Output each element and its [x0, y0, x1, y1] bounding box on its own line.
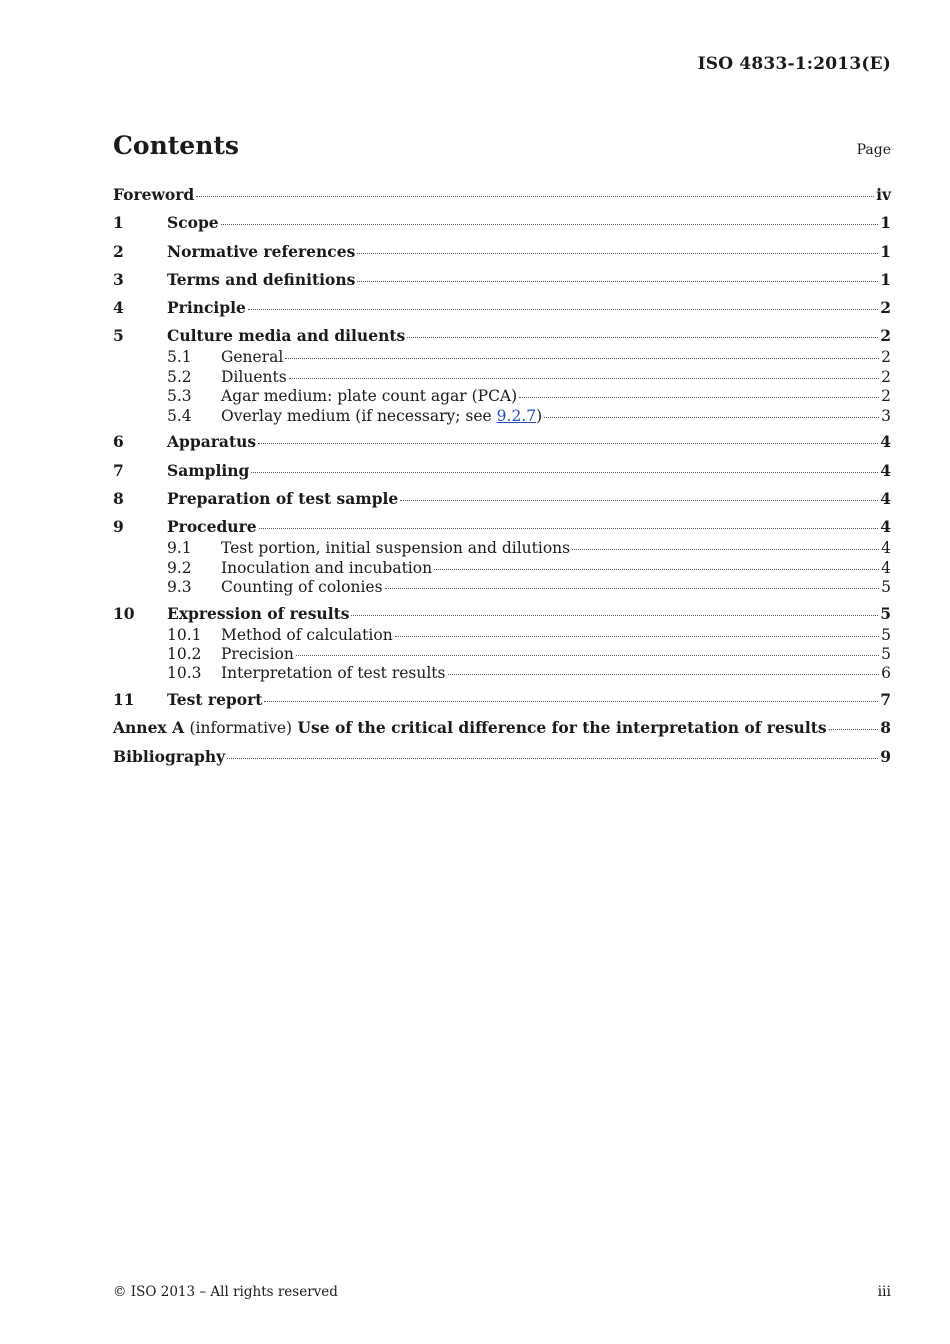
footer-page-number: iii: [877, 1284, 891, 1300]
toc-number: 7: [113, 460, 124, 480]
toc-page: 8: [880, 718, 891, 738]
toc-title: General: [221, 348, 284, 367]
dot-leader: [289, 378, 879, 379]
toc-title: Bibliography: [113, 746, 226, 766]
dot-leader: [296, 655, 879, 656]
contents-title: Contents: [113, 131, 240, 160]
toc-subentry-interpretation[interactable]: [113, 664, 891, 683]
toc-entry-annex-a[interactable]: [113, 718, 891, 740]
page-column-label: Page: [856, 142, 891, 158]
toc-page: 3: [881, 406, 891, 425]
toc-title-text: Overlay medium (if necessary; see: [221, 406, 497, 425]
toc-number: 9.1: [167, 539, 192, 558]
toc-entry-normative-references[interactable]: [113, 242, 891, 264]
toc-number: 9.2: [167, 558, 192, 577]
dot-leader: [407, 337, 878, 338]
toc-title: Culture media and diluents: [167, 326, 406, 346]
toc-title: Precision: [221, 645, 294, 664]
dot-leader: [264, 701, 878, 702]
toc-title: Principle: [167, 298, 246, 318]
toc-subentry-diluents[interactable]: [113, 368, 891, 387]
dot-leader: [395, 636, 879, 637]
dot-leader: [357, 281, 878, 282]
toc-number: 10: [113, 603, 135, 623]
toc-title: Preparation of test sample: [167, 488, 399, 508]
annex-kind: (informative): [189, 719, 293, 738]
dot-leader: [259, 528, 879, 529]
toc-title: Method of calculation: [221, 625, 393, 644]
toc-number: 1: [113, 213, 124, 233]
toc-number: 11: [113, 690, 135, 710]
table-of-contents: [113, 185, 891, 769]
toc-page: 5: [881, 645, 891, 664]
toc-entry-terms-and-definitions[interactable]: [113, 270, 891, 292]
toc-subentry-method-of-calculation[interactable]: [113, 626, 891, 645]
dot-leader: [544, 417, 879, 418]
dot-leader: [519, 397, 879, 398]
dot-leader: [258, 443, 878, 444]
dot-leader: [357, 253, 878, 254]
toc-title: Foreword: [113, 185, 195, 204]
dot-leader: [196, 196, 874, 197]
toc-entry-principle[interactable]: [113, 298, 891, 320]
toc-entry-bibliography[interactable]: [113, 747, 891, 769]
toc-page: 4: [880, 432, 891, 452]
toc-page: 5: [881, 625, 891, 644]
toc-number: 10.3: [167, 664, 202, 683]
dot-leader: [351, 615, 878, 616]
toc-number: 3: [113, 269, 124, 289]
toc-subentry-general[interactable]: [113, 348, 891, 367]
toc-subentry-precision[interactable]: [113, 645, 891, 664]
document-id: ISO 4833-1:2013(E): [697, 54, 891, 74]
toc-page: 6: [881, 664, 891, 683]
toc-page: 4: [880, 517, 891, 537]
toc-entry-foreword[interactable]: [113, 185, 891, 207]
toc-page: 2: [881, 387, 891, 406]
toc-page: 4: [881, 558, 891, 577]
dot-leader: [251, 472, 878, 473]
toc-number: 5.3: [167, 387, 192, 406]
toc-page: 1: [880, 213, 891, 233]
toc-title: Use of the critical difference for the interpretation of results: [297, 718, 827, 738]
toc-title: Expression of results: [167, 603, 350, 623]
toc-title: Apparatus: [167, 432, 257, 452]
toc-page: 1: [880, 269, 891, 289]
toc-number: 10.2: [167, 645, 202, 664]
toc-entry-preparation[interactable]: [113, 489, 891, 511]
dot-leader: [285, 358, 879, 359]
dot-leader: [227, 758, 878, 759]
dot-leader: [221, 224, 879, 225]
toc-subentry-overlay-medium[interactable]: [113, 407, 891, 426]
toc-title: Normative references: [167, 241, 356, 261]
toc-number: 9.3: [167, 578, 192, 597]
cross-reference-link[interactable]: 9.2.7: [496, 406, 537, 425]
toc-number: 8: [113, 488, 124, 508]
dot-leader: [829, 729, 879, 730]
contents-header: [113, 131, 891, 160]
toc-title: Diluents: [221, 367, 287, 386]
toc-subentry-agar-medium[interactable]: [113, 387, 891, 406]
toc-entry-scope[interactable]: [113, 213, 891, 235]
toc-title: Test portion, initial suspension and dilutions: [221, 539, 571, 558]
toc-number: 9: [113, 517, 124, 537]
dot-leader: [448, 674, 880, 675]
toc-page: 9: [880, 746, 891, 766]
toc-entry-test-report[interactable]: [113, 690, 891, 712]
toc-number: 5.4: [167, 406, 192, 425]
toc-subentry-inoculation[interactable]: [113, 559, 891, 578]
toc-page: iv: [876, 185, 891, 204]
toc-title-text: ): [536, 406, 543, 425]
toc-number: 6: [113, 432, 124, 452]
toc-page: 2: [881, 367, 891, 386]
dot-leader: [572, 549, 879, 550]
dot-leader: [400, 500, 878, 501]
toc-title: Procedure: [167, 517, 257, 537]
toc-number: 5.1: [167, 348, 192, 367]
toc-title: Sampling: [167, 460, 250, 480]
toc-entry-culture-media[interactable]: [113, 326, 891, 348]
toc-title: Inoculation and incubation: [221, 558, 433, 577]
toc-page: 1: [880, 241, 891, 261]
dot-leader: [434, 569, 879, 570]
dot-leader: [385, 588, 880, 589]
toc-page: 4: [880, 488, 891, 508]
toc-subentry-counting[interactable]: [113, 578, 891, 597]
toc-subentry-test-portion[interactable]: [113, 539, 891, 558]
toc-page: 7: [880, 690, 891, 710]
toc-page: 4: [880, 460, 891, 480]
toc-page: 5: [880, 603, 891, 623]
toc-number: 5: [113, 326, 124, 346]
toc-entry-procedure[interactable]: [113, 517, 891, 539]
toc-title: Counting of colonies: [221, 578, 383, 597]
toc-title: Interpretation of test results: [221, 664, 446, 683]
footer-copyright: © ISO 2013 – All rights reserved: [113, 1284, 338, 1300]
toc-entry-expression-of-results[interactable]: [113, 604, 891, 626]
toc-title: Agar medium: plate count agar (PCA): [221, 387, 518, 406]
toc-title: [221, 407, 542, 425]
toc-entry-sampling[interactable]: [113, 461, 891, 483]
toc-number: 2: [113, 241, 124, 261]
toc-page: 2: [880, 326, 891, 346]
toc-page: 4: [881, 539, 891, 558]
toc-title: Scope: [167, 213, 219, 233]
dot-leader: [248, 309, 878, 310]
toc-title: Test report: [167, 690, 263, 710]
toc-page: 2: [881, 348, 891, 367]
toc-number: 4: [113, 298, 124, 318]
toc-entry-apparatus[interactable]: [113, 432, 891, 454]
toc-number: 10.1: [167, 625, 202, 644]
toc-title: Terms and definitions: [167, 269, 356, 289]
toc-number: 5.2: [167, 367, 192, 386]
annex-label: Annex A: [113, 718, 185, 738]
toc-page: 5: [881, 578, 891, 597]
toc-page: 2: [880, 298, 891, 318]
